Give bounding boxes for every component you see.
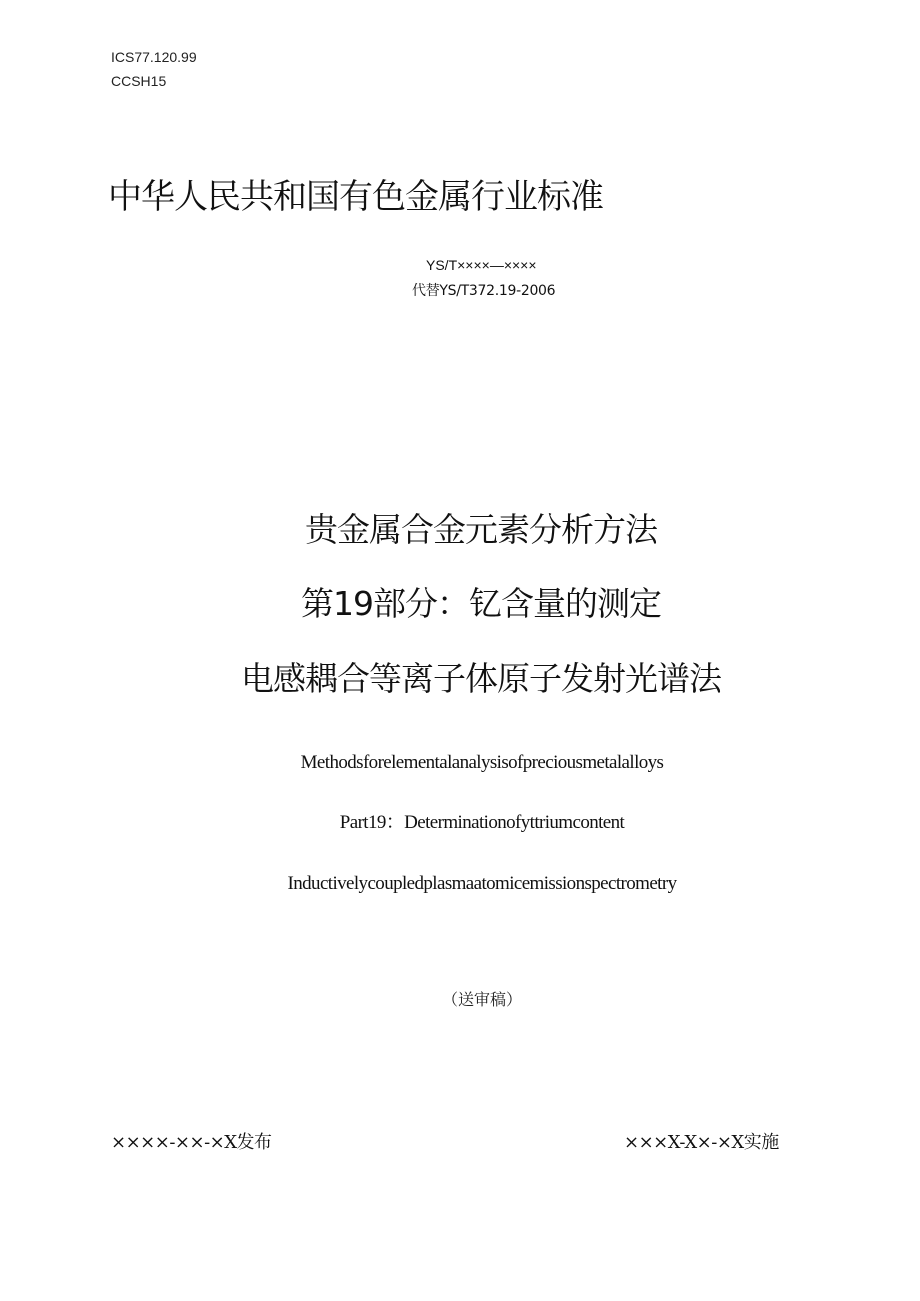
draft-label: （送审稿） [441,990,522,1009]
implementation-date: ×××X-X×-×X实施 [624,1132,779,1153]
chinese-title-line-3: 电感耦合等离子体原子发射光谱法 [241,659,721,698]
replaces-standard: 代替YS/T372.19-2006 [412,283,556,299]
chinese-title-line-2: 第19部分：钇含量的测定 [301,584,661,623]
standard-org-title: 中华人民共和国有色金属行业标准 [108,177,603,217]
ics-code: ICS77.120.99 [111,49,197,65]
english-title-line-3: Inductivelycoupledplasmaatomicemissionspectrometry [287,873,677,894]
english-title-line-1: Methodsforelementalanalysisofpreciousmetalalloys [300,752,664,773]
issue-date: ××××-××-×X发布 [111,1132,272,1153]
ccs-code: CCSH15 [111,73,167,89]
english-title-line-2: Part19：Determinationofyttriumcontent [339,812,625,833]
chinese-title-line-1: 贵金属合金元素分析方法 [305,510,657,549]
standard-number: YS/T××××—×××× [426,257,537,273]
